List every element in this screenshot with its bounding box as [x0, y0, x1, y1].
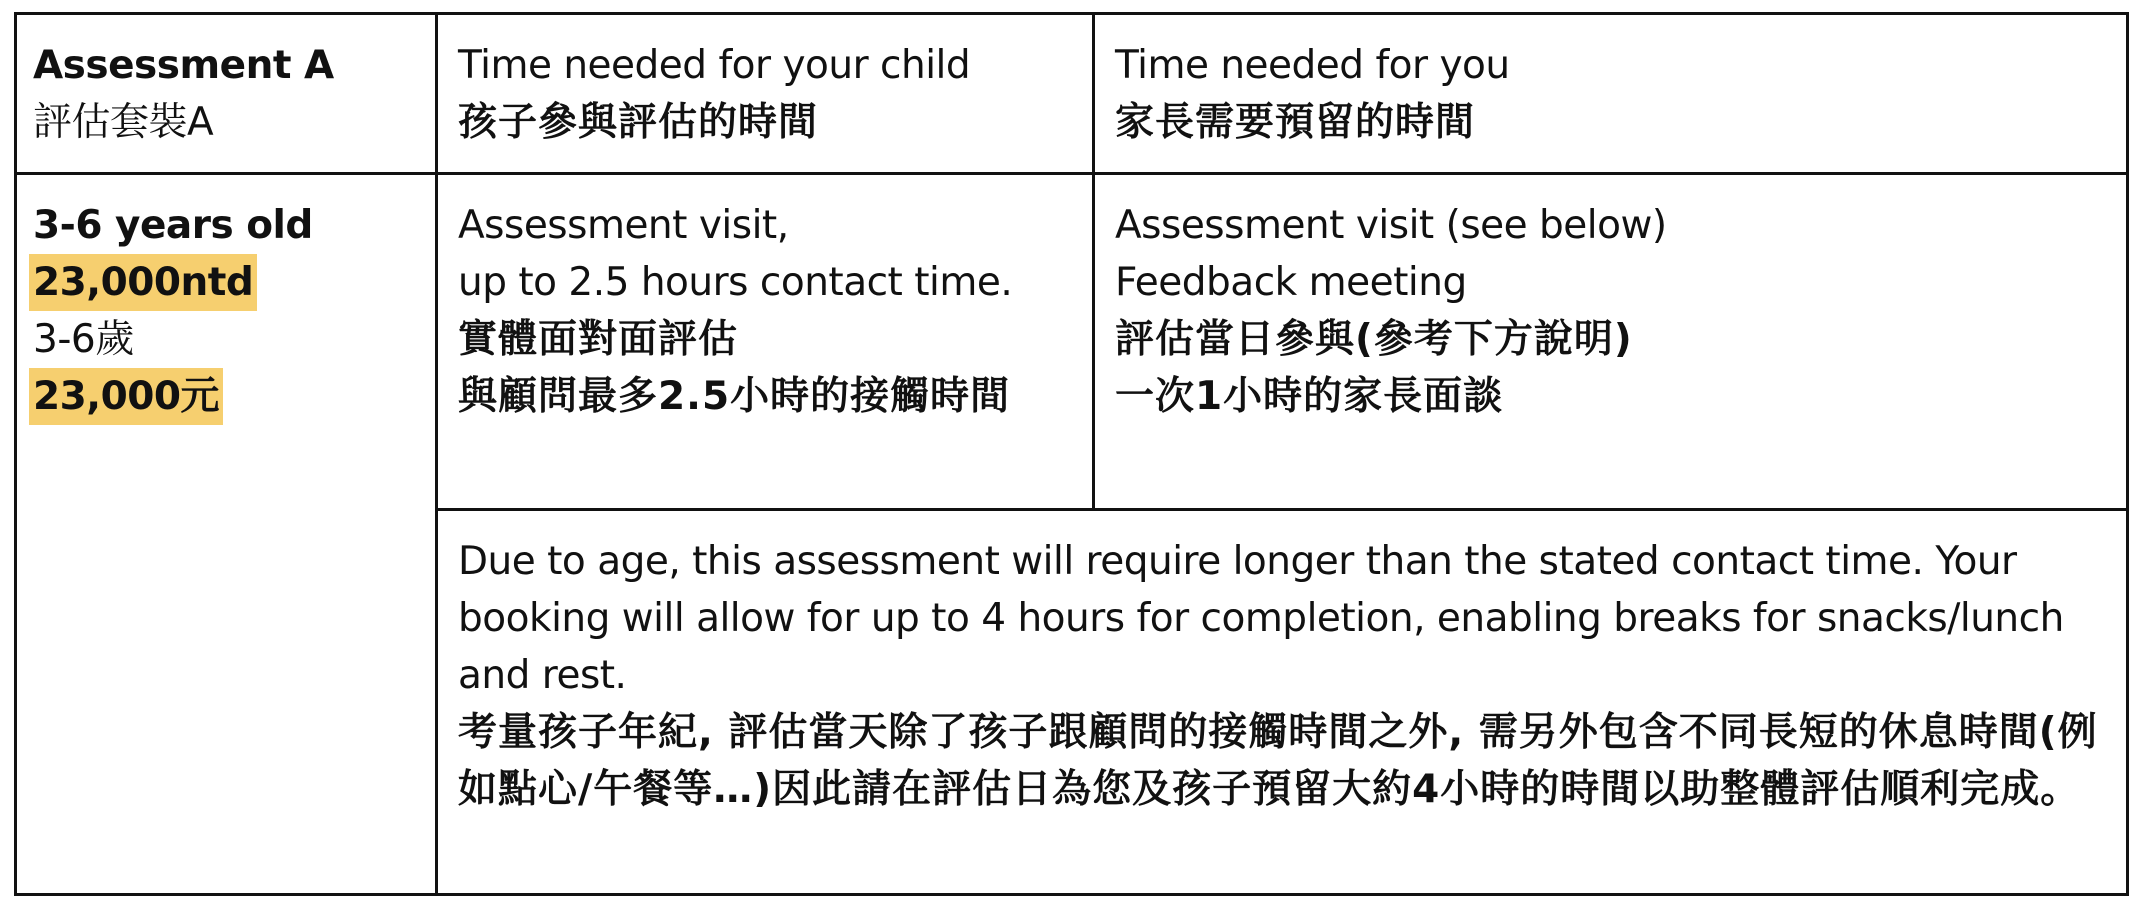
child-visit-en: Assessment visit, — [458, 203, 789, 248]
package-title-en: Assessment A — [33, 43, 334, 88]
parent-feedback-zh: 一次1小時的家長面談 — [1115, 374, 1504, 419]
header-parent-time-cell — [1094, 14, 2128, 174]
parent-visit-en: Assessment visit (see below) — [1115, 203, 1667, 248]
header-package-cell — [16, 14, 437, 174]
package-title-zh: 評估套裝A — [33, 100, 214, 145]
parent-time-heading-en: Time needed for you — [1115, 43, 1510, 88]
child-contact-time-en: up to 2.5 hours contact time. — [458, 260, 1013, 305]
header-row — [16, 14, 2128, 174]
age-price-cell — [16, 174, 437, 895]
age-range-zh: 3-6歲 — [33, 317, 134, 362]
header-child-time-cell — [437, 14, 1094, 174]
price-en-highlight: 23,000ntd — [29, 254, 257, 311]
child-time-heading-en: Time needed for your child — [458, 43, 971, 88]
child-contact-time-zh: 與顧問最多2.5小時的接觸時間 — [458, 374, 1011, 419]
parent-feedback-en: Feedback meeting — [1115, 260, 1467, 305]
age-range-en: 3-6 years old — [33, 203, 313, 248]
child-time-cell — [437, 174, 1094, 510]
note-zh: 考量孩子年紀, 評估當天除了孩子跟顧問的接觸時間之外, 需另外包含不同長短的休息時間(例如點心/午餐等…)因此請在評估日為您及孩子預留大約4小時的時間以助整體評估順利完成。 — [458, 710, 2098, 812]
note-cell — [437, 510, 2128, 895]
parent-time-cell — [1094, 174, 2128, 510]
note-en: Due to age, this assessment will require longer than the stated contact time. Your booking will allow for up to 4 hours for completion, enabling breaks for snacks/lunch and rest. — [458, 539, 2064, 698]
parent-visit-zh: 評估當日參與(參考下方說明) — [1115, 317, 1633, 362]
parent-time-heading-zh: 家長需要預留的時間 — [1115, 100, 1476, 145]
child-visit-zh: 實體面對面評估 — [458, 317, 739, 362]
assessment-table — [14, 12, 2129, 896]
price-zh-highlight: 23,000元 — [29, 368, 223, 425]
details-row — [16, 174, 2128, 510]
child-time-heading-zh: 孩子參與評估的時間 — [458, 100, 819, 145]
